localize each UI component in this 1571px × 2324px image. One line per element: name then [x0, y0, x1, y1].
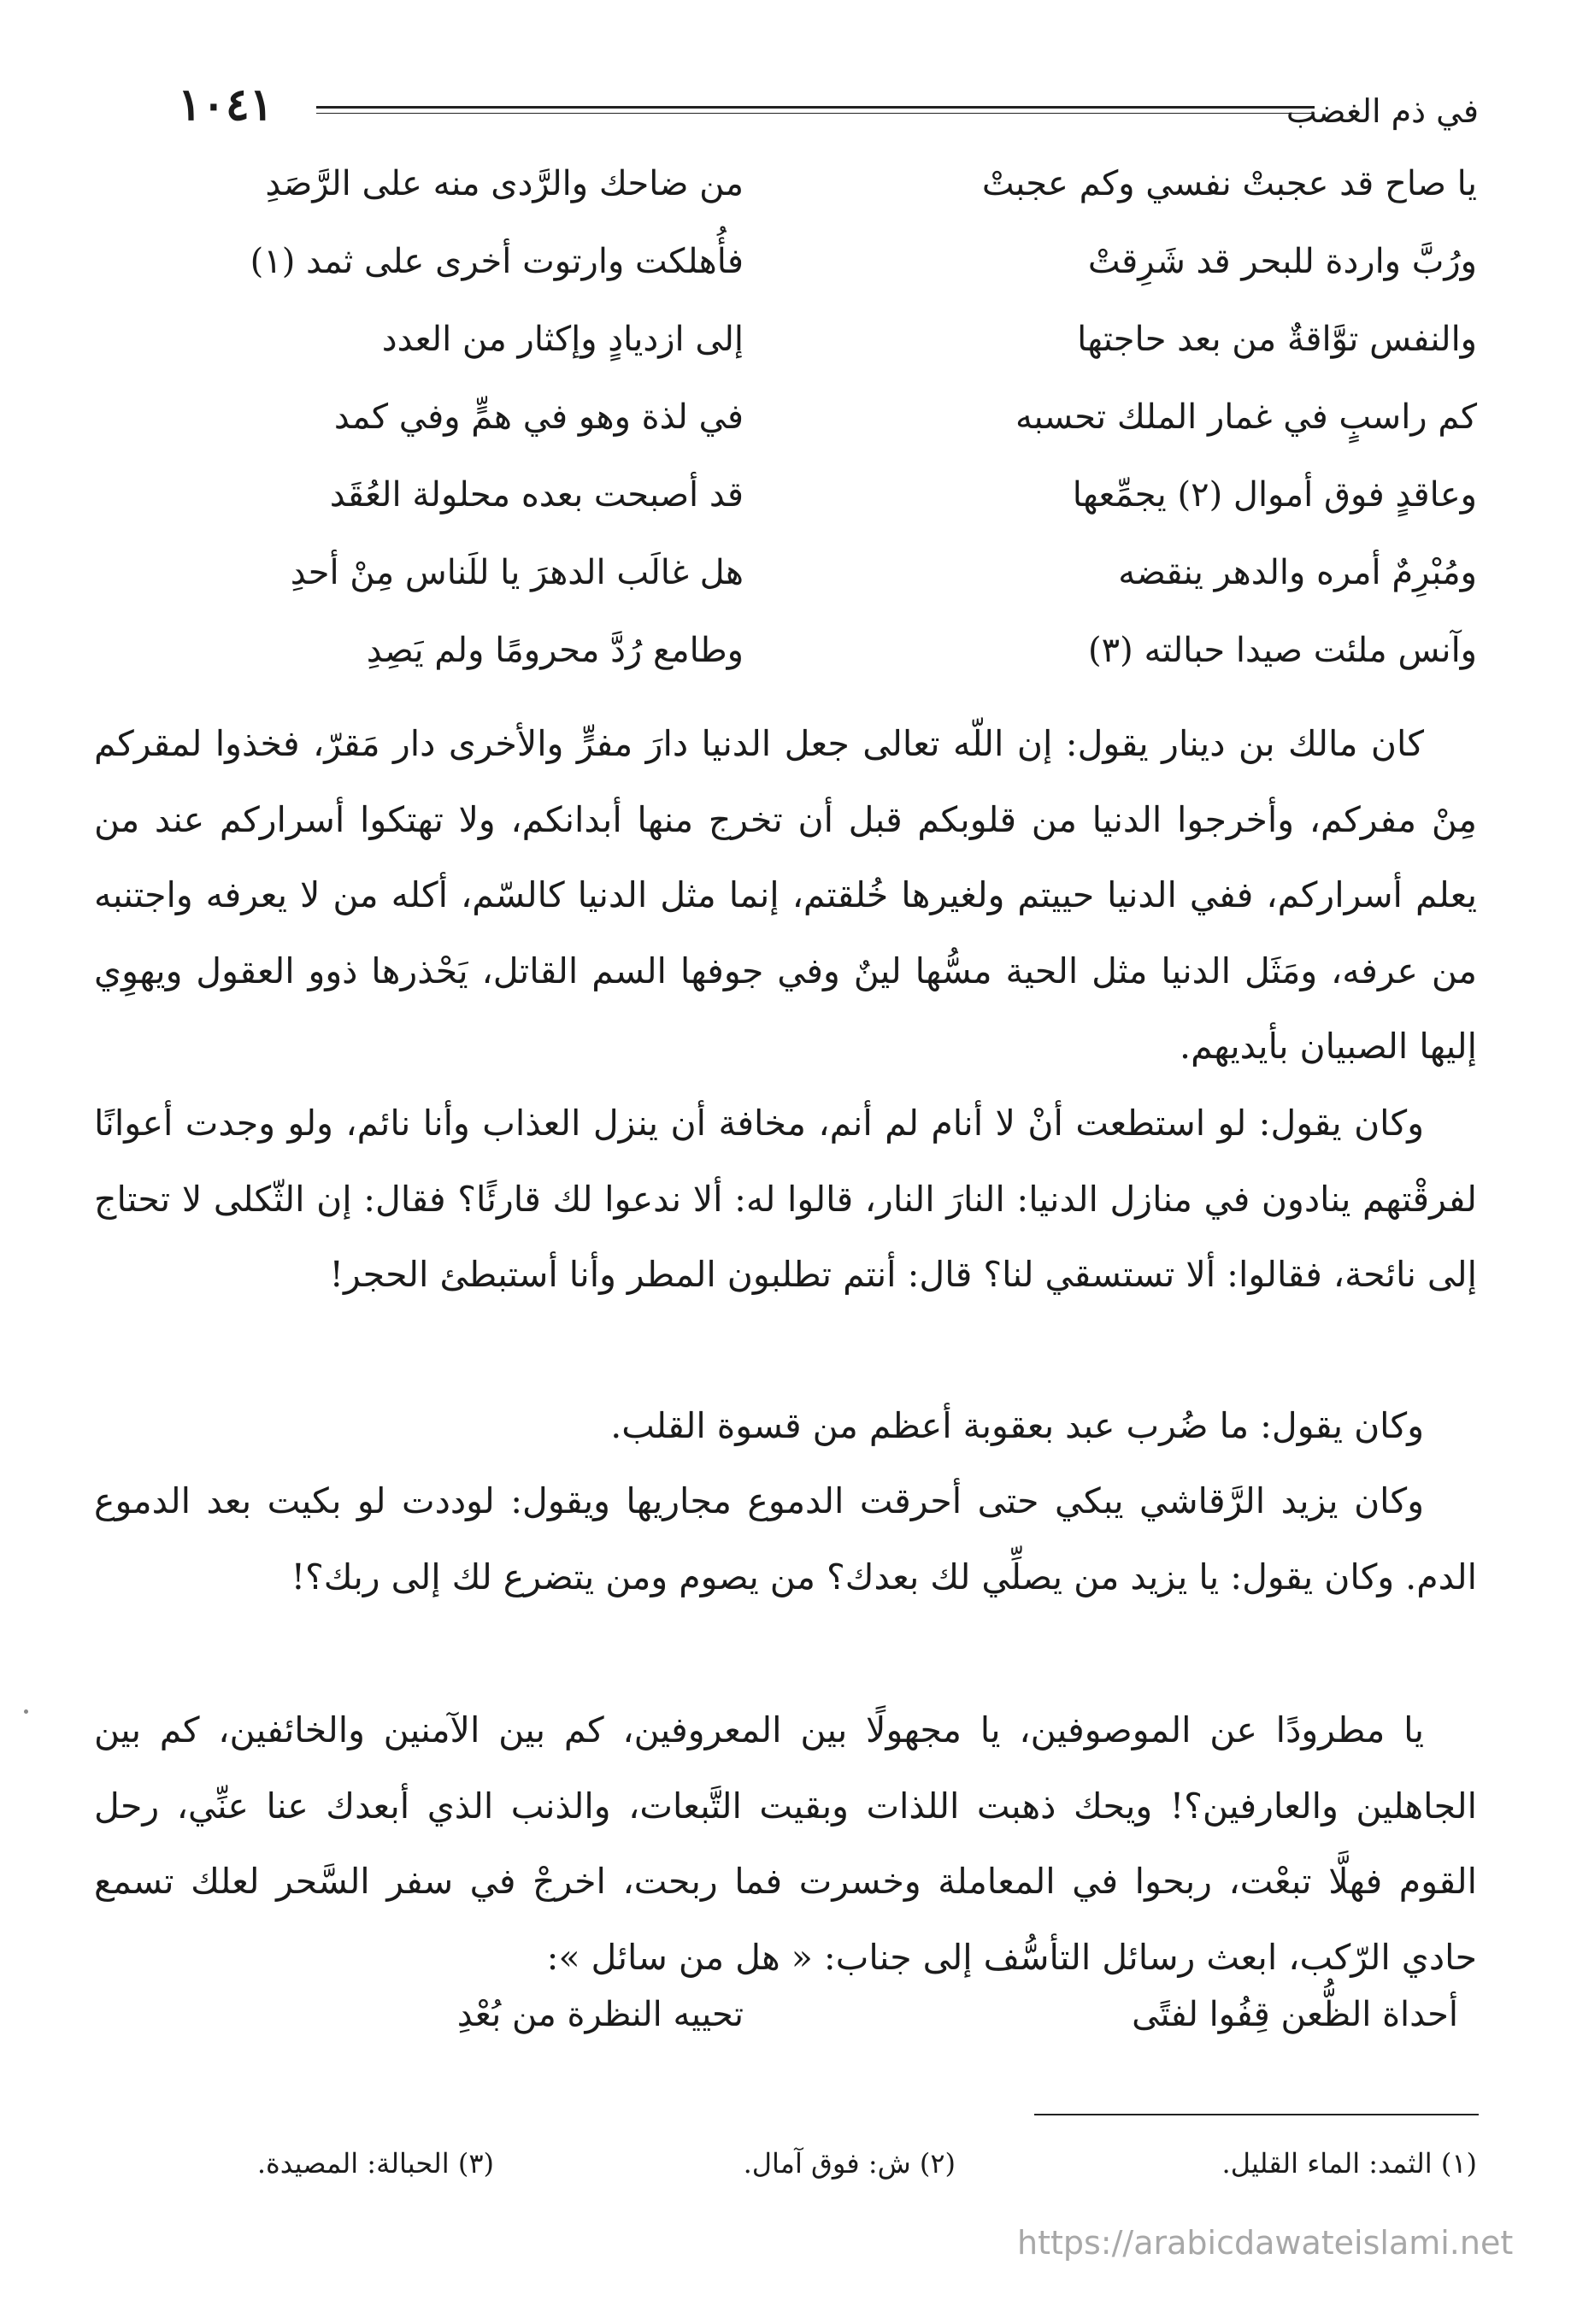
footnote-2: (٢) ش: فوق آمال. [743, 2147, 956, 2180]
verse-line [94, 242, 1477, 317]
footnote-separator [1034, 2114, 1479, 2115]
header-rule-thin [316, 113, 1315, 114]
paragraph-hard-heart: وكان يقول: ما ضُرب عبد بعقوبة أعظم من قسوة القلب. [610, 1405, 1424, 1446]
verse-second-hemistich: وطامع رُدَّ محرومًا ولم يَصِدِ [366, 631, 744, 670]
paragraph-exhortation: يا مطرودًا عن الموصوفين، يا مجهولًا بين المعروفين، كم بين الآمنين والخائفين، كم بين الجاهلين والعارفين؟! ويحك ذهبت اللذات وبقيت التَّبعات، والذنب الذي أبعدك عنا عنِّي، رحل القوم فهلَّا تبعْت، ربحوا في المعاملة وخسرت فما ربحت، اخرجْ في سفر السَّحر لعلك تسمع حادي الرّكب، ابعث رسائل التأسُّف إلى جناب: « هل من سائل »: [94, 1709, 1477, 1978]
footnote-1: (١) الثمد: الماء القليل. [1221, 2147, 1477, 2180]
verse-second-hemistich: من ضاحك والرَّدى منه على الرَّصَدِ [265, 164, 744, 203]
verse-line [94, 320, 1477, 395]
verse-first-hemistich: والنفس توَّاقةٌ من بعد حاجتها [1077, 320, 1477, 359]
footnote-3: (٣) الحبالة: المصيدة. [256, 2147, 494, 2180]
verse-second-hemistich: فأُهلكت وارتوت أخرى على ثمد (١) [250, 242, 744, 281]
verse-second-hemistich: في لذة وهو في همٍّ وفي كمد [333, 397, 744, 437]
verse-second-hemistich: قد أصبحت بعده محلولة العُقَد [329, 475, 744, 515]
verse-line [94, 1995, 1477, 2070]
paragraph-yazid-raqashi: وكان يزيد الرَّقاشي يبكي حتى أحرقت الدموع مجاريها ويقول: لوددت لو بكيت بعد الدموع الدم. وكان يقول: يا يزيد من يصلِّي لك بعدك؟ من يصوم ومن يتضرع لك إلى ربك؟! [94, 1480, 1477, 1597]
page-number: ١٠٤١ [178, 79, 274, 131]
verse-second-hemistich: تحييه النظرة من بُعْدِ [456, 1995, 744, 2034]
verse-line [94, 553, 1477, 628]
scan-speck [24, 1709, 28, 1714]
verse-second-hemistich: هل غالَب الدهرَ يا للَناس مِنْ أحدِ [290, 553, 744, 592]
header-rule [316, 106, 1315, 109]
running-header-title: في ذم الغضب [1286, 92, 1479, 130]
verse-line [94, 475, 1477, 550]
verse-first-hemistich: وعاقدٍ فوق أموال (٢) يجمِّعها [1072, 475, 1477, 515]
verse-first-hemistich: يا صاح قد عجبتْ نفسي وكم عجبتْ [981, 164, 1477, 203]
verse-first-hemistich: كم راسبٍ في غمار الملك تحسبه [1015, 397, 1477, 437]
verse-line [94, 397, 1477, 473]
verse-first-hemistich: ومُبْرِمٌ أمره والدهر ينقضه [1118, 553, 1477, 592]
verse-first-hemistich: ورُبَّ واردة للبحر قد شَرِقتْ [1087, 242, 1477, 281]
verse-first-hemistich: وآنس ملئت صيدا حبالته (٣) [1088, 631, 1477, 670]
paragraph-sleep-fear: وكان يقول: لو استطعت أنْ لا أنام لم أنم، مخافة أن ينزل العذاب وأنا نائم، ولو وجدت أعوانًا لفرقْتهم ينادون في منازل الدنيا: النارَ النار، قالوا له: ألا ندعوا لك قارئًا؟ فقال: إن الثّكلى لا تحتاج إلى نائحة، فقالوا: ألا تستسقي لنا؟ قال: أنتم تطلبون المطر وأنا أستبطئ الحجر! [94, 1103, 1478, 1295]
verse-second-hemistich: إلى ازديادٍ وإكثار من العدد [381, 320, 744, 359]
verse-line [94, 631, 1477, 706]
verse-first-hemistich: أحداة الظُّعن قِفُوا لفتًى [1132, 1995, 1458, 2034]
source-watermark: https://arabicdawateislami.net [1017, 2224, 1514, 2262]
verse-line [94, 164, 1477, 239]
paragraph-malik-dunya: كان مالك بن دينار يقول: إن اللّه تعالى جعل الدنيا دارَ مفرٍّ والأخرى دار مَقرّ، فخذوا لمقركم مِنْ مفركم، وأخرجوا الدنيا من قلوبكم قبل أن تخرج منها أبدانكم، ولا تهتكوا أسراركم عند من يعلم أسراركم، ففي الدنيا حييتم ولغيرها خُلقتم، إنما مثل الدنيا كالسّم، أكله من لا يعرفه واجتنبه من عرفه، ومَثَل الدنيا مثل الحية مسُّها لينٌ وفي جوفها السم القاتل، يَحْذرها ذوو العقول ويهوِي إليها الصبيان بأيديهم. [94, 723, 1477, 1067]
